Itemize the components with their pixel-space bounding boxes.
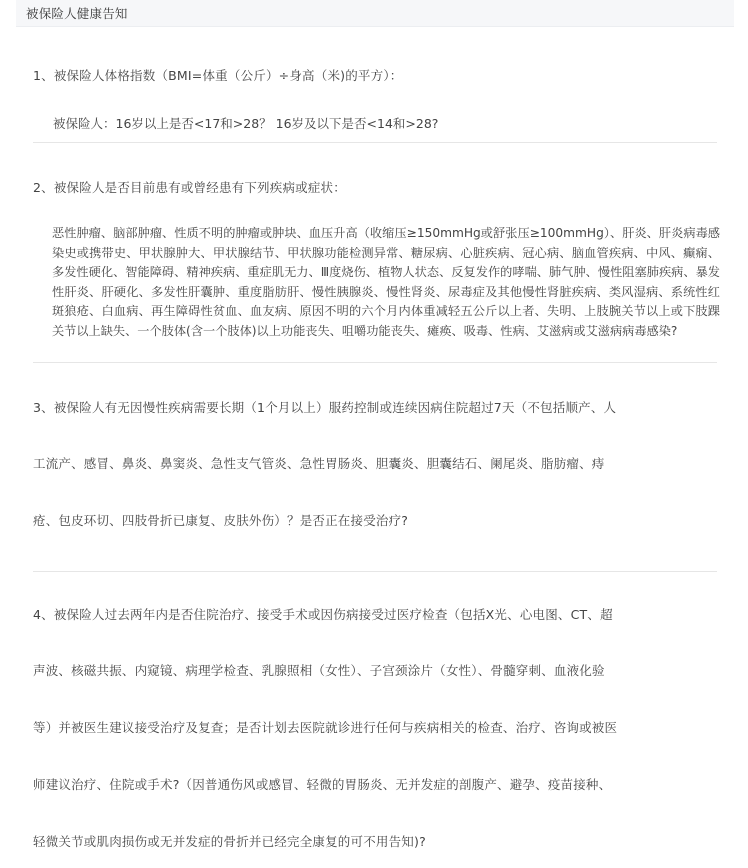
divider-2 (33, 362, 717, 363)
question-2-detail: 恶性肿瘤、脑部肿瘤、性质不明的肿瘤或肿块、血压升高（收缩压≥150mmHg或舒张压≥100mmHg）、肝炎、肝炎病毒感染史或携带史、甲状腺肿大、甲状腺结节、甲状腺功能检测异常、糖尿病、心脏疾病、冠心病、脑血管疾病、中风、癫痫、多发性硬化、智能障碍、精神疾病、重症肌无力、Ⅲ度烧伤、植物人状态、反复发作的哮喘、肺气肿、慢性阻塞肺疾病、暴发性肝炎、肝硬化、多发性肝囊肿、重度脂肪肝、慢性胰腺炎、慢性肾炎、尿毒症及其他慢性肾脏疾病、类风湿病、系统性红斑狼疮、白血病、再生障碍性贫血、血友病、原因不明的六个月内体重减轻五公斤以上者、失明、上肢腕关节以上或下肢踝关节以上缺失、一个肢体(含一个肢体)以上功能丧失、咀嚼功能丧失、瘫痪、吸毒、性病、艾滋病或艾滋病病毒感染? (52, 226, 720, 338)
divider-3 (33, 571, 717, 572)
header-bar (16, 0, 734, 27)
question-3-line-1: 3、被保险人有无因慢性疾病需要长期（1个月以上）服药控制或连续因病住院超过7天（不包括顺产、人 (33, 400, 617, 415)
page-title: 被保险人健康告知 (26, 6, 128, 21)
question-3-line-2: 工流产、感冒、鼻炎、鼻窦炎、急性支气管炎、急性胃肠炎、胆囊炎、胆囊结石、阑尾炎、脂肪瘤、痔 (33, 456, 605, 471)
question-2-text: 2、被保险人是否目前患有或曾经患有下列疾病或症状： (33, 180, 346, 195)
question-4-line-2: 声波、核磁共振、内窥镜、病理学检查、乳腺照相（女性）、子宫颈涂片（女性）、骨髓穿刺、血液化验 (33, 663, 605, 678)
question-1-sub: 被保险人：16岁以上是否<17和>28？ 16岁及以下是否<14和>28? (53, 116, 439, 131)
question-4-line-4: 师建议治疗、住院或手术?（因普通伤风或感冒、轻微的胃肠炎、无并发症的剖腹产、避孕、疫苗接种、 (33, 777, 612, 792)
divider-1 (33, 142, 717, 143)
question-3-line-3: 疮、包皮环切、四肢骨折已康复、皮肤外伤）？是否正在接受治疗? (33, 513, 409, 528)
question-4-line-3: 等）并被医生建议接受治疗及复查；是否计划去医院就诊进行任何与疾病相关的检查、治疗、咨询或被医 (33, 720, 618, 735)
question-1-text: 1、被保险人体格指数（BMI=体重（公斤）÷身高（米)的平方）： (33, 68, 403, 83)
question-4-line-1: 4、被保险人过去两年内是否住院治疗、接受手术或因伤病接受过医疗检查（包括X光、心电图、CT、超 (33, 607, 613, 622)
question-4-line-5: 轻微关节或肌肉损伤或无并发症的骨折并已经完全康复的可不用告知)? (33, 834, 426, 849)
